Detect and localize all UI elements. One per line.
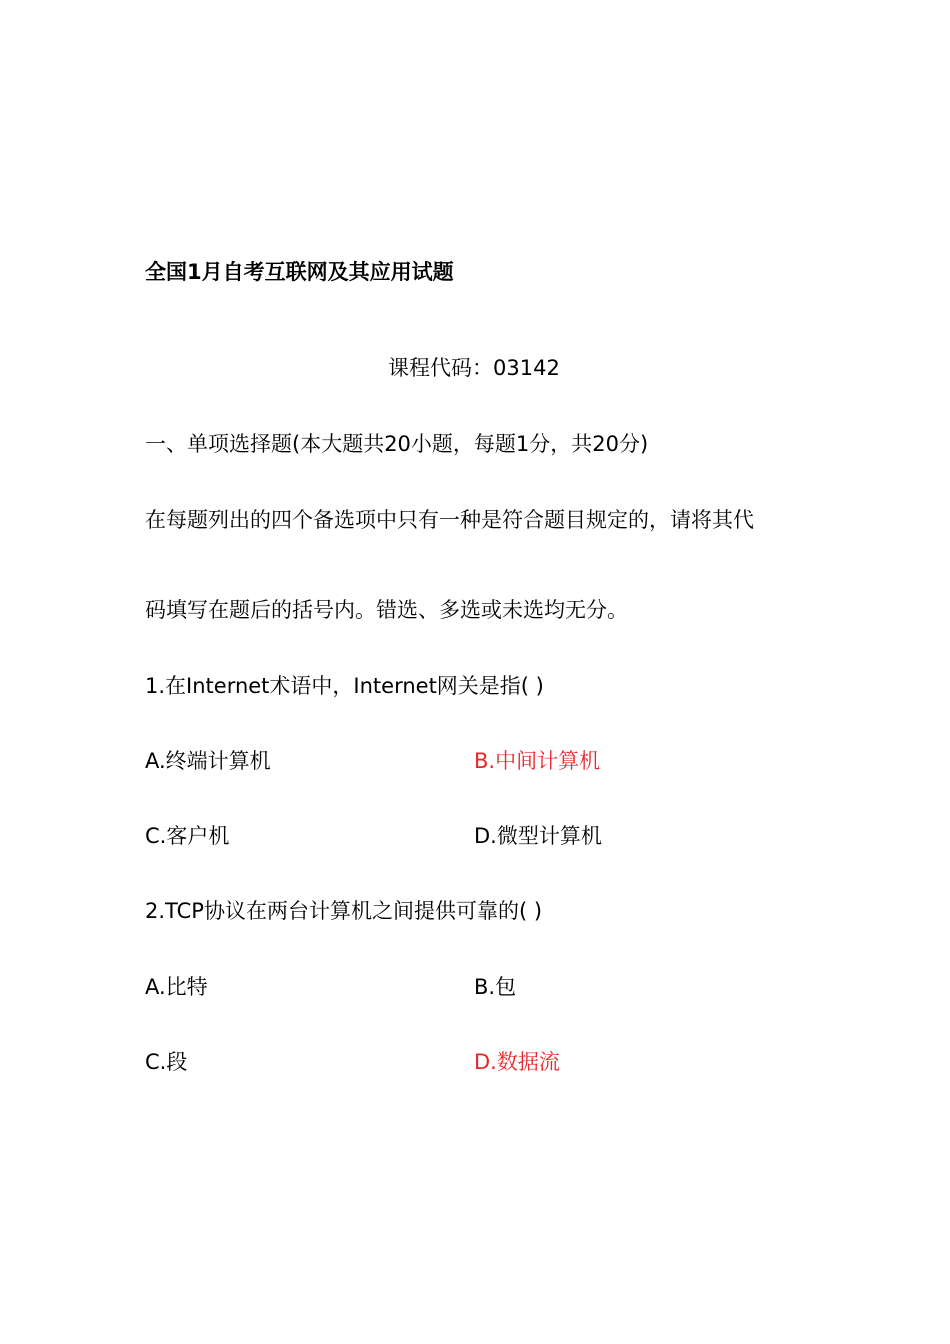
question-2-option-d-answer: D.数据流 <box>474 1050 560 1074</box>
question-2-option-c: C.段 <box>145 1050 188 1074</box>
instructions-line-2: 码填写在题后的括号内。错选、多选或未选均无分。 <box>145 598 628 622</box>
question-1-option-d: D.微型计算机 <box>474 824 602 848</box>
question-1-option-a: A.终端计算机 <box>145 749 271 773</box>
instructions-line-1: 在每题列出的四个备选项中只有一种是符合题目规定的，请将其代 <box>145 508 754 532</box>
section-heading: 一、单项选择题(本大题共20小题，每题1分，共20分) <box>145 432 649 456</box>
question-2-option-a: A.比特 <box>145 975 208 999</box>
question-1-option-b-answer: B.中间计算机 <box>474 749 601 773</box>
question-1-option-c: C.客户机 <box>145 824 230 848</box>
question-1-stem: 1.在Internet术语中，Internet网关是指( ) <box>145 674 544 698</box>
question-2-option-b: B.包 <box>474 975 517 999</box>
question-2-stem: 2.TCP协议在两台计算机之间提供可靠的( ) <box>145 899 543 923</box>
course-code: 课程代码：03142 <box>388 356 560 380</box>
exam-title: 全国1月自考互联网及其应用试题 <box>145 260 454 284</box>
